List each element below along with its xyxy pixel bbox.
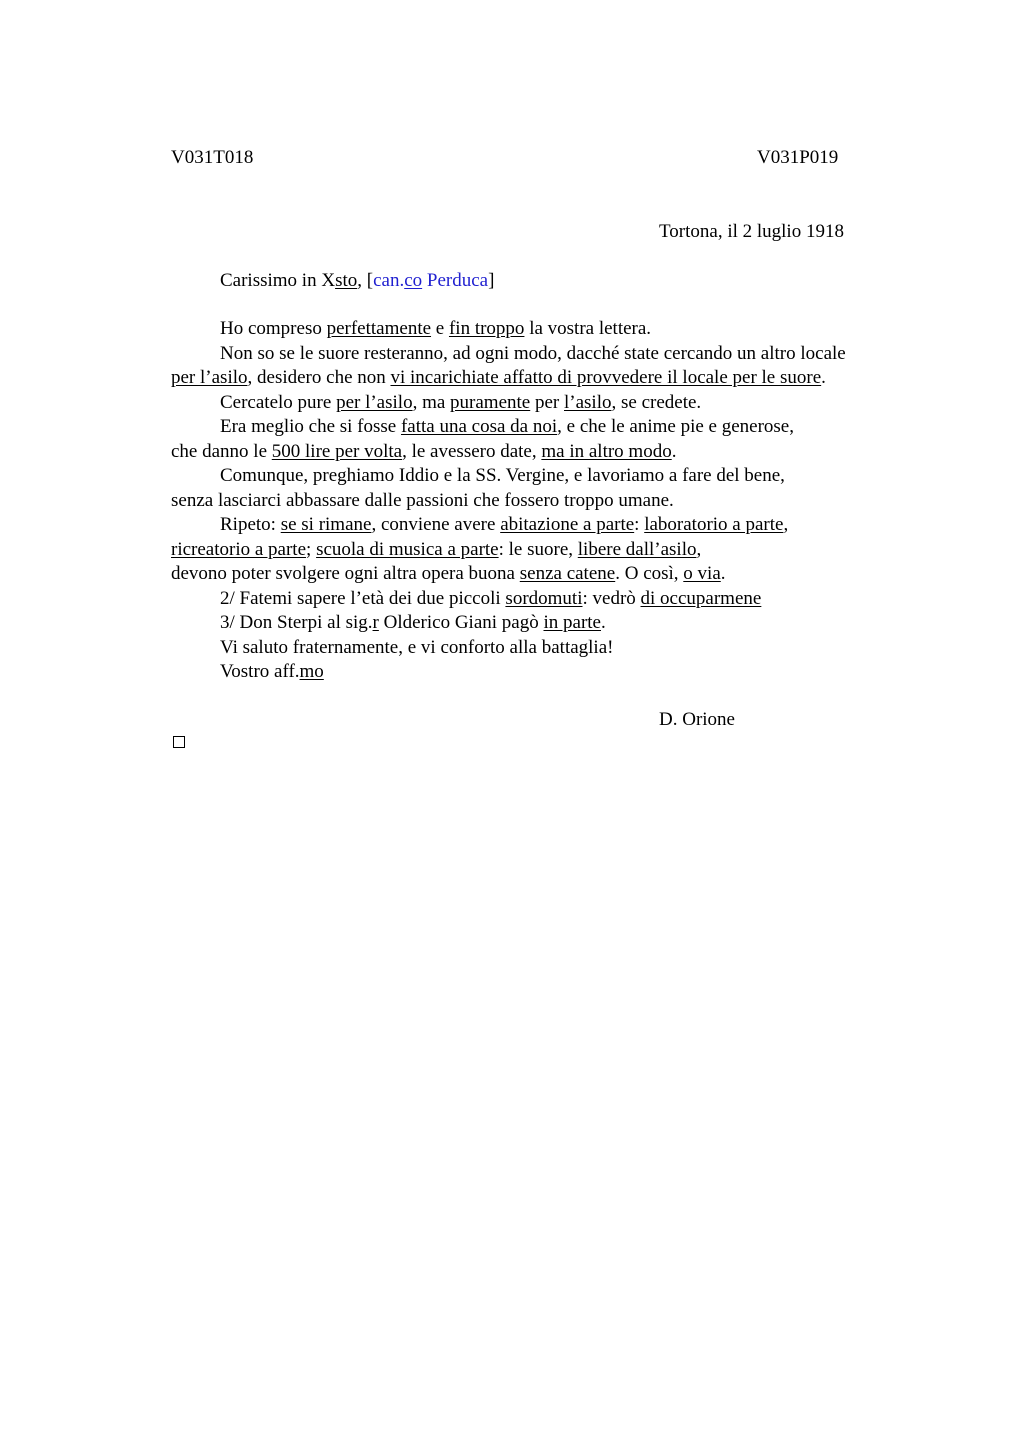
underlined-text: laboratorio a parte [644,514,784,535]
underlined-text: o via [683,563,721,584]
text: : [634,514,645,535]
text: per [530,391,564,413]
recipient-name: Perduca [422,270,489,291]
underlined-text: in parte [543,612,601,633]
text: Cercatelo pure [220,391,337,413]
salutation-text: ] [488,270,495,291]
body-line [171,343,911,368]
recipient-title: can. [373,270,405,291]
body-line [171,588,911,613]
text: . [671,440,677,462]
text: : vedrò [582,587,641,609]
text: Era meglio che si fosse [220,416,401,437]
underlined-text: 500 lire per volta [271,440,403,462]
text: . [821,367,826,388]
text: Vi saluto fraternamente, e vi conforto alla battaglia! [220,636,614,658]
underlined-text: ricreatorio a parte [171,538,307,560]
text: Comunque, preghiamo Iddio e la SS. Vergine, e lavoriamo a fare del bene, [220,465,785,486]
body-line [171,514,911,539]
text: , [783,514,789,535]
text: , desidero che non [247,367,391,388]
underlined-text: scuola di musica a parte [316,538,499,560]
body-line [171,441,911,466]
underlined-text: perfettamente [326,318,432,339]
underlined-text: se si rimane [280,514,372,535]
underlined-text: fatta una cosa da noi [400,416,558,437]
body-line [171,637,911,662]
body-line [171,318,911,343]
text: . O così, [615,563,684,584]
text: che danno le [171,440,272,462]
salutation-abbrev-underlined: sto [335,270,358,291]
text: senza lasciarci abbassare dalle passioni che fossero troppo umane. [171,489,674,511]
text: Olderico Giani pagò [378,612,544,633]
text: , e che le anime pie e generose, [557,416,794,437]
text: 2/ Fatemi sapere l’età dei due piccoli [220,587,506,609]
text: . [720,563,726,584]
letter-body [171,318,911,686]
text: la vostra lettera. [524,318,652,339]
text: devono poter svolgere ogni altra opera buona [171,563,520,584]
body-line [171,490,911,515]
salutation-text: , [ [357,270,374,291]
document-code-left: V031T018 [171,147,254,168]
text: Ho compreso [220,318,327,339]
text: . [601,612,606,633]
underlined-text: ma in altro modo [541,440,672,462]
text: Vostro aff. [220,661,300,682]
body-line [171,392,911,417]
closing-line [171,661,911,686]
text: , ma [412,391,451,413]
underlined-text: sordomuti [505,587,583,609]
body-line [171,612,911,637]
text: , le avessero date, [402,440,542,462]
underlined-text: per l’asilo [171,367,248,388]
underlined-text: abitazione a parte [500,514,635,535]
text: Ripeto: [220,514,281,535]
underlined-text: di occuparmene [640,587,762,609]
body-line [171,367,911,392]
salutation-text: Carissimo in X [220,270,336,291]
text: e [431,318,449,339]
body-line [171,465,911,490]
text: ; [306,538,317,560]
body-line [171,539,911,564]
body-line [171,416,911,441]
document-code-right: V031P019 [757,147,839,168]
underlined-text: l’asilo [564,391,612,413]
signature: D. Orione [659,709,735,730]
text: , se credete. [611,391,702,413]
text: 3/ Don Sterpi al sig. [220,612,373,633]
body-line [171,563,911,588]
text: : le suore, [498,538,578,560]
underlined-text: puramente [450,391,531,413]
square-box-icon [173,736,185,748]
underlined-text: mo [299,661,324,682]
underlined-text: per l’asilo [336,391,413,413]
underlined-text: senza catene [519,563,616,584]
recipient-title-underlined: co [404,270,423,291]
text: , conviene avere [371,514,501,535]
salutation [220,270,494,292]
underlined-text: vi incarichiate affatto di provvedere il locale per le suore [390,367,822,388]
text: Non so se le suore resteranno, ad ogni modo, dacché state cercando un altro locale [220,342,846,364]
underlined-text: libere dall’asilo [577,538,697,560]
underlined-text: fin troppo [448,318,525,339]
underlined-text: r [372,612,379,633]
text: , [696,538,702,560]
dateline: Tortona, il 2 luglio 1918 [659,221,844,242]
